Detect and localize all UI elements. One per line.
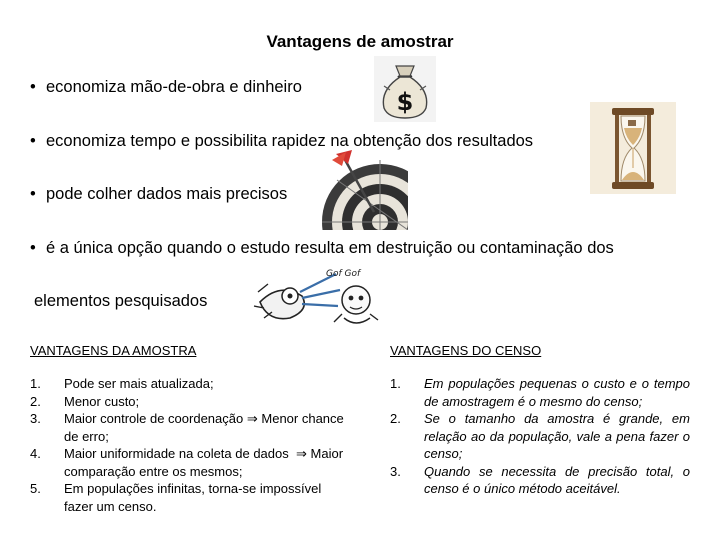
bullet-text: é a única opção quando o estudo resulta em destruição ou contaminação dos — [46, 239, 614, 257]
hourglass-icon — [590, 102, 676, 194]
explosion-cartoon-icon — [250, 262, 382, 328]
bullet-item — [30, 185, 287, 204]
censo-heading: VANTAGENS DO CENSO — [390, 343, 542, 358]
bullet-item — [30, 239, 614, 258]
bullet-item — [30, 132, 533, 151]
list-item — [390, 463, 690, 498]
item-text: Menor chance de erro; — [64, 411, 344, 444]
bullet-item — [30, 78, 302, 97]
item-text: Pode ser mais atualizada; — [64, 376, 214, 391]
censo-list — [390, 375, 690, 498]
cartoon-sound-text: Gof Gof — [326, 269, 361, 279]
bullet-text: pode colher dados mais precisos — [46, 185, 288, 203]
list-item — [390, 410, 690, 463]
bullet-dot: • — [30, 132, 36, 150]
item-text: Em populações infinitas, torna-se impossível fazer um censo. — [64, 481, 322, 514]
amostra-list — [30, 375, 345, 515]
implies-arrow-icon: ⇒ — [246, 411, 258, 426]
item-text: Quando se necessita de precisão total, o censo é o único método aceitável. — [424, 463, 690, 496]
bullet-continuation: elementos pesquisados — [34, 292, 208, 310]
item-text: Maior uniformidade na coleta de dados — [64, 446, 289, 461]
item-number: 4. — [30, 446, 41, 461]
list-item — [30, 375, 345, 393]
list-item — [390, 375, 690, 410]
bullet-dot: • — [30, 78, 36, 96]
list-item — [30, 393, 345, 411]
list-item — [30, 480, 345, 515]
item-text: Menor custo; — [64, 393, 140, 409]
item-text: Maior comparação entre os mesmos; — [64, 446, 344, 479]
item-text: Maior controle de coordenação — [64, 411, 244, 426]
item-text: Se o tamanho da amostra é grande, em relação ao da população, vale a pena fazer o censo; — [424, 411, 690, 461]
item-number: 2. — [390, 411, 401, 426]
dart-target-icon — [322, 150, 408, 230]
item-number: 1. — [30, 376, 41, 391]
page-title: Vantagens de amostrar — [266, 32, 454, 51]
bullet-text: economiza tempo e possibilita rapidez na obtenção dos resultados — [46, 132, 534, 150]
money-bag-icon — [374, 56, 436, 122]
money-symbol: $ — [396, 88, 414, 116]
item-text: Em populações pequenas o custo e o tempo de amostragem é o mesmo do censo; — [424, 376, 690, 409]
item-number: 5. — [30, 481, 41, 496]
item-number: 3. — [30, 411, 41, 426]
implies-arrow-icon: ⇒ — [296, 446, 307, 461]
bullet-dot: • — [30, 185, 36, 203]
list-item — [30, 445, 345, 480]
bullet-text: economiza mão-de-obra e dinheiro — [46, 78, 302, 96]
bullet-dot: • — [30, 239, 36, 257]
item-number: 3. — [390, 463, 401, 479]
item-number: 1. — [390, 376, 401, 391]
amostra-heading: VANTAGENS DA AMOSTRA — [30, 343, 197, 358]
list-item — [30, 410, 345, 445]
item-number: 2. — [30, 393, 41, 409]
